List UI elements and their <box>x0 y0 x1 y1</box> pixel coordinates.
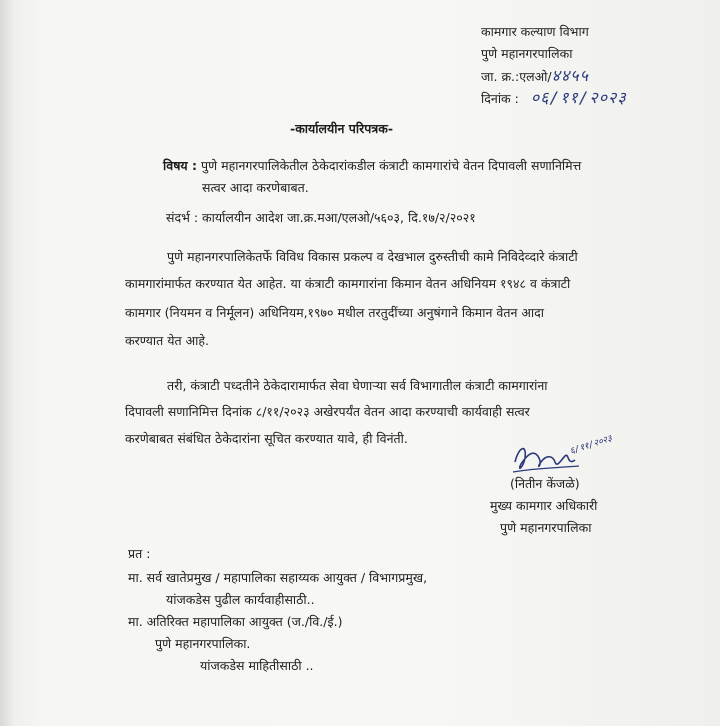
reference-label: संदर्भ : <box>166 210 199 225</box>
header-department: कामगार कल्याण विभाग <box>481 24 589 39</box>
ref-number-handwritten: ४४५५ <box>551 66 589 85</box>
header-date <box>481 90 627 107</box>
signatory-office: पुणे महानगरपालिका <box>500 520 592 535</box>
subject-line-1 <box>163 158 581 174</box>
paragraph2-line3: करणेबाबत संबंधित ठेकेदारांना सूचित करण्यात यावे, ही विनंती. <box>125 431 408 446</box>
date-label: दिनांक : <box>481 91 519 106</box>
header-office: पुणे महानगरपालिका <box>481 46 573 61</box>
copy-to-item2-line2: पुणे महानगरपालिका. <box>155 636 251 651</box>
signatory-name: (नितीन केंजळे) <box>510 476 580 491</box>
circular-title: -कार्यालयीन परिपत्रक- <box>290 121 394 136</box>
header-reference-number <box>481 68 589 85</box>
signature-date-handwritten: ६/११/२०२३ <box>568 433 614 457</box>
copy-to-item1-line2: यांजकडेस पुढील कार्यवाहीसाठी.. <box>166 592 315 607</box>
subject-label: विषय : <box>163 158 198 173</box>
copy-to-item2-line1: मा. अतिरिक्त महापालिका आयुक्त (ज./वि./ई.) <box>128 614 343 629</box>
paragraph1-line3: कामगार (नियमन व निर्मूलन) अधिनियम,१९७० मधील तरतुदींच्या अनुषंगाने किमान वेतन आदा <box>125 305 545 320</box>
paragraph2-line2: दिपावली सणानिमित्त दिनांक ८/११/२०२३ अखेरपर्यंत वेतन आदा करण्याची कार्यवाही सत्वर <box>125 404 530 419</box>
copy-to-item2-line3: यांजकडेस माहितीसाठी .. <box>200 658 314 673</box>
paragraph1-line2: कामगारांमार्फत करण्यात येत आहेत. या कंत्राटी कामगारांना किमान वेतन अधिनियम १९४८ व कंत्राटी <box>125 276 571 291</box>
copy-to-item1-line1: मा. सर्व खातेप्रमुख / महापालिका सहाय्यक आयुक्त / विभागप्रमुख, <box>128 570 428 585</box>
date-handwritten: ०६/११/२०२३ <box>530 88 627 107</box>
paragraph1-line4: करण्यात येत आहे. <box>125 333 209 348</box>
ref-label: जा. क्र.:एलओ/ <box>481 69 552 84</box>
scan-edge-shadow <box>0 0 14 726</box>
signatory-designation: मुख्य कामगार अधिकारी <box>490 498 598 513</box>
copy-to-label: प्रत : <box>128 546 151 561</box>
paragraph2-line1: तरी, कंत्राटी पध्दतीने ठेकेदारामार्फत सेवा घेणाऱ्या सर्व विभागातील कंत्राटी कामगारांना <box>167 378 548 393</box>
reference-text: कार्यालयीन आदेश जा.क्र.मआ/एलओ/५६०३, दि.१७/२/२०२१ <box>202 210 476 225</box>
subject-line-2: सत्वर आदा करणेबाबत. <box>202 180 309 195</box>
reference-line <box>166 210 476 226</box>
subject-text-1: पुणे महानगरपालिकेतील ठेकेदारांकडील कंत्राटी कामगारांचे वेतन दिपावली सणानिमित्त <box>201 158 582 173</box>
paragraph1-line1: पुणे महानगरपालिकेतर्फे विविध विकास प्रकल्प व देखभाल दुरुस्तीची कामे निविदेव्दारे कंत्राटी <box>167 249 578 264</box>
